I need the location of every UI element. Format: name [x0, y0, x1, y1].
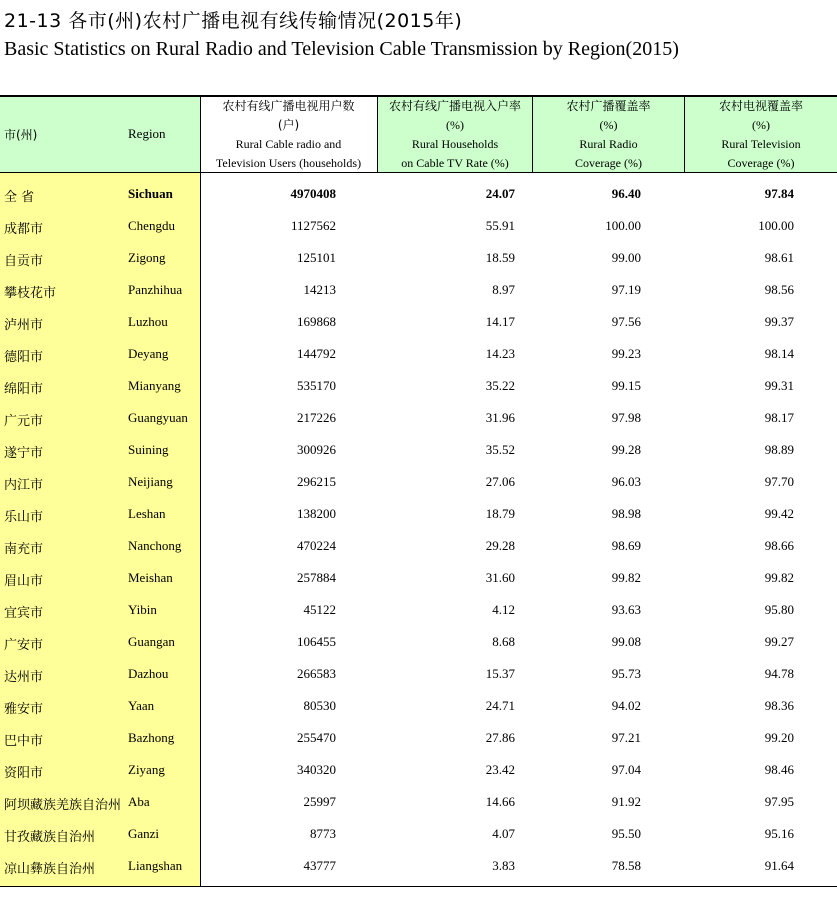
- header-col-radio-cn: 农村广播覆盖率: [566, 99, 651, 113]
- cell-radio: 99.00: [611, 250, 641, 265]
- cell-users: 1127562: [290, 218, 336, 233]
- cell-tv: 98.36: [764, 698, 794, 713]
- table-row: [0, 242, 837, 274]
- region-name-cn: 德阳市: [4, 350, 44, 365]
- region-name-en: Bazhong: [128, 730, 175, 745]
- region-name-en: Panzhihua: [128, 282, 183, 297]
- cell-rate: 31.96: [485, 410, 515, 425]
- cell-users: 14213: [303, 282, 336, 297]
- cell-users: 169868: [297, 314, 336, 329]
- header-col-users-cn: 农村有线广播电视用户数: [222, 99, 355, 113]
- cell-radio: 99.15: [611, 378, 641, 393]
- cell-rate: 27.86: [485, 730, 515, 745]
- header-col-users-en1: Rural Cable radio and: [235, 137, 342, 151]
- cell-radio: 97.19: [611, 282, 641, 297]
- table-row: [0, 722, 837, 754]
- cell-users: 80530: [303, 698, 336, 713]
- region-name-cn: 遂宁市: [4, 446, 44, 461]
- region-name-cn: 广元市: [4, 414, 44, 429]
- cell-rate: 14.66: [485, 794, 515, 809]
- cell-rate: 14.23: [485, 346, 515, 361]
- cell-radio: 100.00: [605, 218, 641, 233]
- region-name-cn: 资阳市: [4, 766, 44, 781]
- region-name-cn: 阿坝藏族羌族自治州: [4, 798, 122, 813]
- table-row: [0, 434, 837, 466]
- region-name-cn: 达州市: [4, 670, 44, 685]
- cell-users: 257884: [297, 570, 336, 585]
- table-row: [0, 850, 837, 882]
- table-row: [0, 306, 837, 338]
- region-name-en: Sichuan: [128, 186, 173, 201]
- region-name-en: Zigong: [128, 250, 166, 265]
- cell-tv: 98.46: [764, 762, 794, 777]
- cell-users: 535170: [297, 378, 336, 393]
- region-name-en: Suining: [128, 442, 169, 457]
- cell-radio: 93.63: [611, 602, 641, 617]
- header-col-radio-en1: Rural Radio: [579, 137, 638, 151]
- cell-rate: 35.22: [485, 378, 515, 393]
- region-name-cn: 绵阳市: [4, 382, 44, 397]
- table-row: [0, 370, 837, 402]
- region-name-cn: 泸州市: [4, 318, 44, 333]
- cell-users: 4970408: [290, 186, 336, 201]
- cell-tv: 95.80: [764, 602, 794, 617]
- region-name-en: Dazhou: [128, 666, 169, 681]
- region-name-en: Leshan: [128, 506, 166, 521]
- region-name-cn: 全 省: [4, 190, 35, 205]
- region-name-cn: 攀枝花市: [4, 286, 57, 301]
- region-name-en: Meishan: [128, 570, 173, 585]
- cell-radio: 99.23: [611, 346, 641, 361]
- cell-users: 138200: [297, 506, 336, 521]
- cell-rate: 18.59: [485, 250, 515, 265]
- page-title-cn: 21-13 各市(州)农村广播电视有线传输情况(2015年): [4, 10, 463, 32]
- cell-rate: 18.79: [485, 506, 515, 521]
- table-row: [0, 690, 837, 722]
- cell-users: 25997: [303, 794, 336, 809]
- cell-rate: 3.83: [492, 858, 515, 873]
- region-name-cn: 乐山市: [4, 510, 44, 525]
- header-col-rate: [378, 97, 532, 173]
- cell-radio: 99.08: [611, 634, 641, 649]
- cell-users: 144792: [297, 346, 336, 361]
- region-name-en: Ziyang: [128, 762, 165, 777]
- cell-tv: 98.61: [764, 250, 794, 265]
- cell-radio: 91.92: [611, 794, 641, 809]
- cell-rate: 27.06: [485, 474, 515, 489]
- table-row: [0, 594, 837, 626]
- region-name-en: Guangyuan: [128, 410, 188, 425]
- cell-rate: 31.60: [485, 570, 515, 585]
- cell-radio: 95.50: [611, 826, 641, 841]
- header-col-tv-en1: Rural Television: [721, 137, 801, 151]
- cell-rate: 4.12: [492, 602, 515, 617]
- cell-radio: 97.98: [611, 410, 641, 425]
- cell-users: 470224: [297, 538, 336, 553]
- header-col-rate-en1: Rural Households: [411, 137, 499, 151]
- region-name-en: Luzhou: [128, 314, 168, 329]
- cell-users: 300926: [297, 442, 336, 457]
- cell-users: 43777: [303, 858, 336, 873]
- table-row: [0, 786, 837, 818]
- region-name-cn: 成都市: [4, 222, 44, 237]
- cell-radio: 94.02: [611, 698, 641, 713]
- header-region-en: Region: [128, 126, 166, 141]
- cell-rate: 14.17: [485, 314, 515, 329]
- region-name-cn: 甘孜藏族自治州: [4, 830, 96, 845]
- header-col-tv-en2: Coverage (%): [727, 156, 795, 170]
- cell-rate: 24.07: [485, 186, 515, 201]
- cell-tv: 99.31: [764, 378, 794, 393]
- table-row: [0, 562, 837, 594]
- table-row: [0, 466, 837, 498]
- region-name-en: Nanchong: [128, 538, 182, 553]
- cell-radio: 98.69: [611, 538, 641, 553]
- header-city-cn: 市(州): [4, 128, 38, 142]
- page-title-en: Basic Statistics on Rural Radio and Television Cable Transmission by Region(2015): [4, 38, 679, 60]
- cell-rate: 23.42: [485, 762, 515, 777]
- table-row-total: [0, 178, 837, 210]
- cell-radio: 97.21: [611, 730, 641, 745]
- region-name-en: Yaan: [128, 698, 155, 713]
- cell-users: 266583: [297, 666, 336, 681]
- table-row: [0, 658, 837, 690]
- header-col-users-en2: Television Users (households): [215, 156, 362, 170]
- cell-tv: 98.17: [764, 410, 794, 425]
- cell-radio: 99.28: [611, 442, 641, 457]
- cell-tv: 98.56: [764, 282, 794, 297]
- cell-tv: 99.37: [764, 314, 794, 329]
- header-col-rate-cn: 农村有线广播电视入户率: [388, 99, 521, 113]
- cell-tv: 99.82: [764, 570, 794, 585]
- cell-radio: 96.03: [611, 474, 641, 489]
- cell-radio: 97.56: [611, 314, 641, 329]
- header-col-radio: [533, 97, 684, 173]
- cell-rate: 8.97: [492, 282, 515, 297]
- region-name-cn: 南充市: [4, 542, 44, 557]
- cell-radio: 95.73: [611, 666, 641, 681]
- region-name-en: Yibin: [128, 602, 157, 617]
- cell-radio: 99.82: [611, 570, 641, 585]
- table-row: [0, 818, 837, 850]
- header-col-tv-cn: 农村电视覆盖率: [718, 99, 803, 113]
- cell-rate: 55.91: [485, 218, 515, 233]
- cell-tv: 100.00: [758, 218, 794, 233]
- region-name-en: Neijiang: [128, 474, 173, 489]
- cell-tv: 98.14: [764, 346, 794, 361]
- region-name-cn: 广安市: [4, 638, 44, 653]
- region-name-en: Liangshan: [128, 858, 183, 873]
- cell-rate: 4.07: [492, 826, 515, 841]
- table-row: [0, 530, 837, 562]
- region-name-cn: 自贡市: [4, 254, 44, 269]
- cell-tv: 91.64: [764, 858, 794, 873]
- cell-users: 45122: [303, 602, 336, 617]
- cell-rate: 15.37: [485, 666, 515, 681]
- region-name-en: Mianyang: [128, 378, 181, 393]
- header-col-users-unit: (户): [277, 118, 300, 132]
- region-name-cn: 凉山彝族自治州: [4, 862, 96, 877]
- cell-radio: 78.58: [611, 858, 641, 873]
- region-name-en: Deyang: [128, 346, 169, 361]
- cell-tv: 99.42: [764, 506, 794, 521]
- header-col-rate-en2: on Cable TV Rate (%): [401, 156, 509, 170]
- header-col-radio-unit: (%): [599, 118, 618, 132]
- region-name-cn: 内江市: [4, 478, 44, 493]
- header-col-tv: [685, 97, 837, 173]
- cell-users: 340320: [297, 762, 336, 777]
- header-col-rate-unit: (%): [446, 118, 464, 132]
- region-name-cn: 巴中市: [4, 734, 44, 749]
- region-name-cn: 雅安市: [4, 702, 44, 717]
- cell-tv: 99.27: [764, 634, 794, 649]
- cell-rate: 35.52: [485, 442, 515, 457]
- cell-tv: 99.20: [764, 730, 794, 745]
- cell-radio: 96.40: [611, 186, 641, 201]
- cell-rate: 8.68: [492, 634, 515, 649]
- cell-tv: 98.89: [764, 442, 794, 457]
- table-row: [0, 626, 837, 658]
- table-row: [0, 498, 837, 530]
- cell-tv: 97.70: [764, 474, 794, 489]
- region-name-cn: 眉山市: [4, 574, 44, 589]
- cell-tv: 94.78: [764, 666, 794, 681]
- cell-tv: 95.16: [764, 826, 794, 841]
- cell-users: 255470: [297, 730, 336, 745]
- cell-users: 106455: [297, 634, 336, 649]
- cell-users: 8773: [310, 826, 336, 841]
- region-name-en: Ganzi: [128, 826, 160, 841]
- cell-users: 125101: [297, 250, 336, 265]
- cell-users: 217226: [297, 410, 336, 425]
- table-row: [0, 274, 837, 306]
- cell-tv: 98.66: [764, 538, 794, 553]
- cell-radio: 97.04: [611, 762, 641, 777]
- cell-rate: 29.28: [485, 538, 515, 553]
- cell-rate: 24.71: [485, 698, 515, 713]
- table-row: [0, 754, 837, 786]
- cell-tv: 97.84: [764, 186, 794, 201]
- region-name-en: Aba: [128, 794, 150, 809]
- header-col-users: [200, 97, 377, 173]
- region-name-cn: 宜宾市: [4, 606, 44, 621]
- header-col-radio-en2: Coverage (%): [575, 156, 642, 170]
- header-col-tv-unit: (%): [752, 118, 770, 132]
- cell-users: 296215: [297, 474, 336, 489]
- region-name-en: Chengdu: [128, 218, 175, 233]
- region-name-en: Guangan: [128, 634, 175, 649]
- table-row: [0, 402, 837, 434]
- cell-radio: 98.98: [611, 506, 641, 521]
- table-row: [0, 338, 837, 370]
- cell-tv: 97.95: [764, 794, 794, 809]
- bottom-rule: [0, 886, 837, 887]
- table-row: [0, 210, 837, 242]
